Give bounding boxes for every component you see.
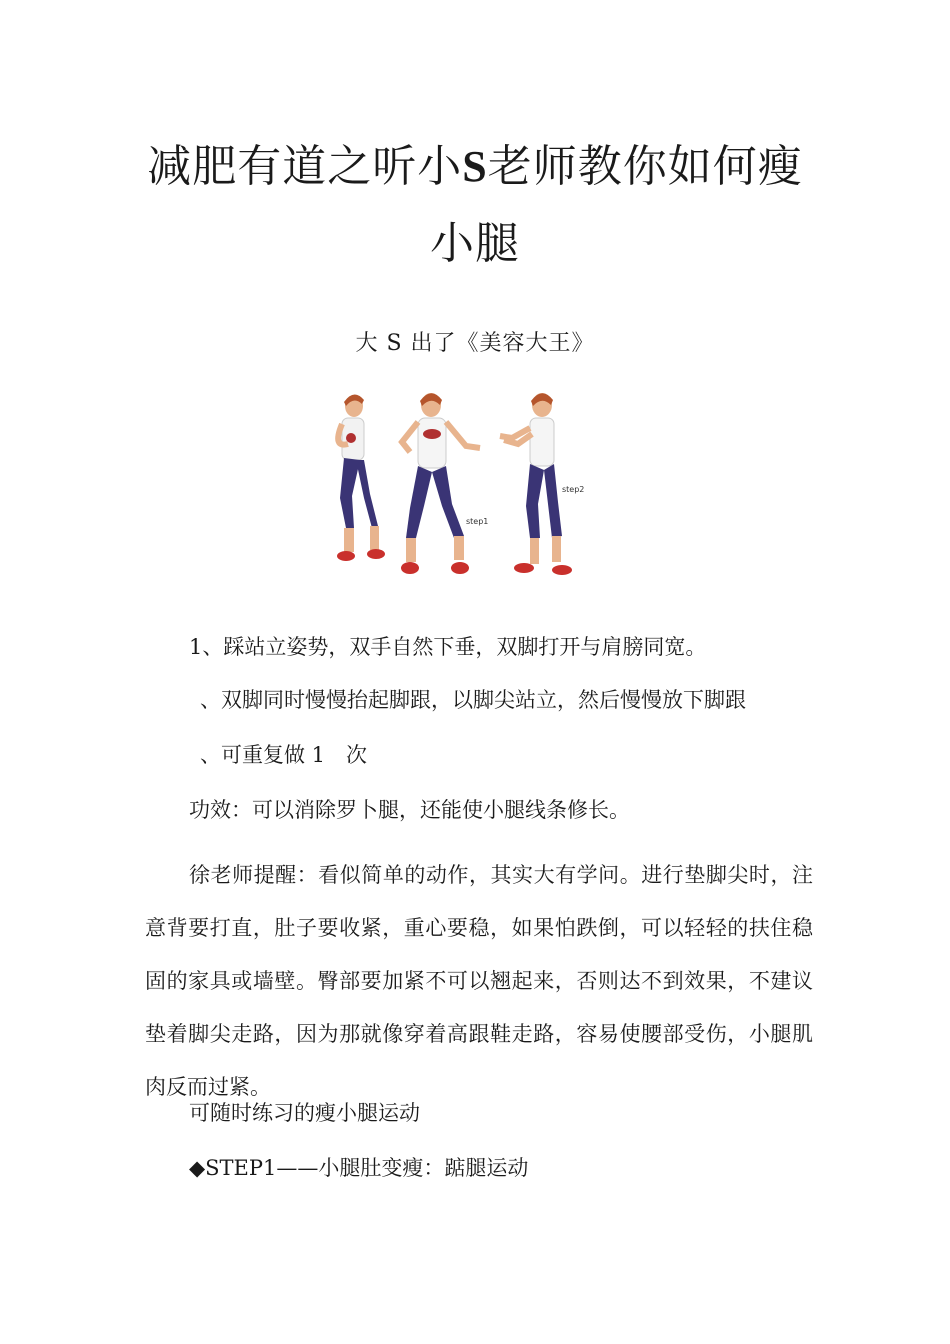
figure-right bbox=[500, 393, 584, 575]
step1-label: step1 bbox=[466, 517, 489, 526]
figure-center bbox=[401, 393, 488, 574]
step-1-text: 1、踩站立姿势，双手自然下垂，双脚打开与肩膀同宽。 bbox=[189, 635, 707, 659]
document-title-line1: 减肥有道之听小S老师教你如何瘦 bbox=[147, 141, 803, 192]
effect-text: 功效：可以消除罗卜腿，还能使小腿线条修长。 bbox=[189, 798, 630, 822]
step-3-text: 、可重复做 1 次 bbox=[200, 743, 368, 767]
teacher-reminder-paragraph: 徐老师提醒：看似简单的动作，其实大有学问。进行垫脚尖时，注意背要打直，肚子要收紧，重心要稳，如果怕跌倒，可以轻轻的扶住稳固的家具或墙壁。臀部要加紧不可以翘起来，否则达不到效果，不建议垫着脚尖走路，因为那就像穿着高跟鞋走路，容易使腰部受伤，小腿肌肉反而过紧。 bbox=[145, 863, 813, 1099]
document-title-line2: 小腿 bbox=[430, 218, 520, 269]
step-heading: ◆STEP1——小腿肚变瘦：踮腿运动 bbox=[189, 1156, 529, 1180]
section-title: 可随时练习的瘦小腿运动 bbox=[189, 1101, 420, 1125]
exercise-illustration bbox=[318, 388, 600, 584]
step-2-text: 、双脚同时慢慢抬起脚跟，以脚尖站立，然后慢慢放下脚跟 bbox=[200, 688, 746, 712]
figure-left bbox=[337, 394, 385, 561]
step2-label: step2 bbox=[562, 485, 585, 494]
subtitle: 大 S 出了《美容大王》 bbox=[355, 331, 595, 356]
